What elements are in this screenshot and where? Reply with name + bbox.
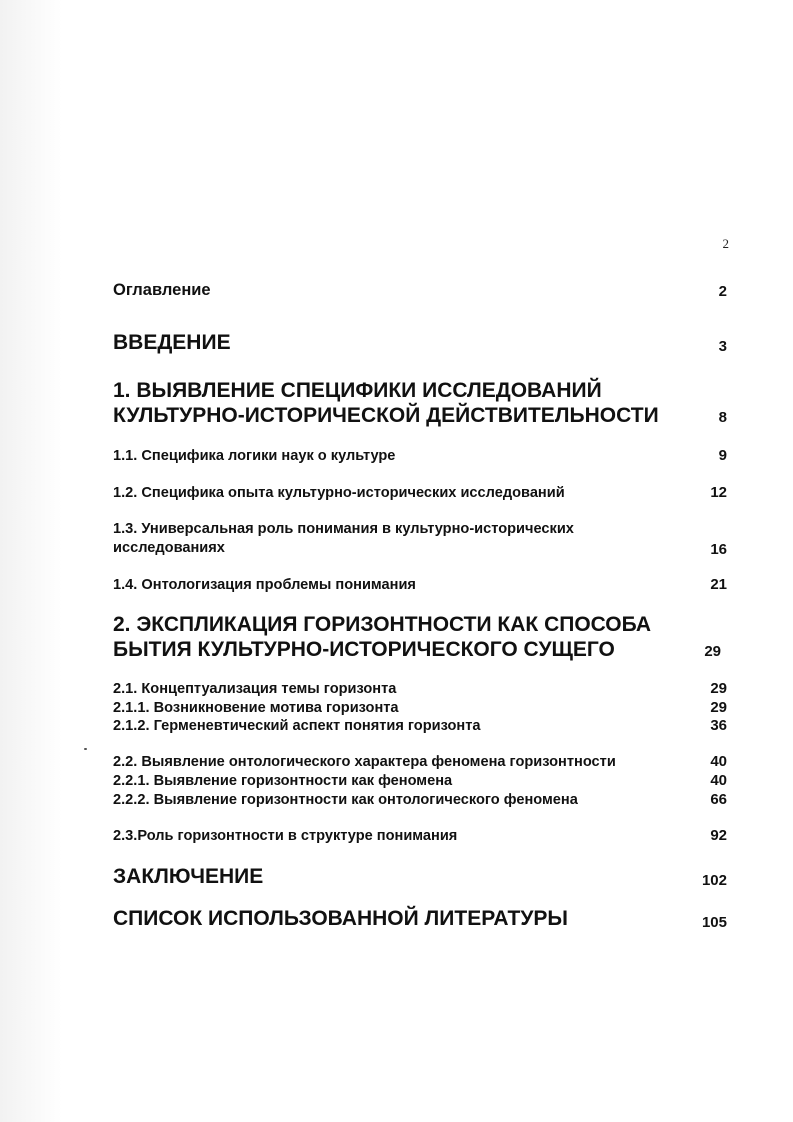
toc-entry-title <box>113 520 643 558</box>
toc-entry-section-2-2-1 <box>113 772 727 789</box>
toc-entry-contents <box>113 281 727 300</box>
toc-entry-title-line: 1. ВЫЯВЛЕНИЕ СПЕЦИФИКИ ИССЛЕДОВАНИЙ <box>113 379 602 402</box>
toc-entry-section-2-1-1 <box>113 699 727 716</box>
toc-entry-title: 2.1.2. Герменевтический аспект понятия горизонта <box>113 718 481 734</box>
toc-entry-section-1-3 <box>113 520 727 558</box>
toc-entry-page: 29 <box>704 643 721 660</box>
toc-entry-title-line: 2. ЭКСПЛИКАЦИЯ ГОРИЗОНТНОСТИ КАК СПОСОБА <box>113 613 652 636</box>
toc-entry-page: 92 <box>710 827 727 844</box>
toc-entry-page: 40 <box>710 772 727 789</box>
toc-entry-chapter-1 <box>113 378 727 428</box>
toc-entry-page: 16 <box>710 541 727 558</box>
toc-entry-title: СПИСОК ИСПОЛЬЗОВАННОЙ ЛИТЕРАТУРЫ <box>113 907 568 930</box>
toc-entry-page: 105 <box>701 914 727 931</box>
toc-entry-page: 9 <box>718 447 727 464</box>
toc-entry-references <box>113 907 727 931</box>
toc-entry-page: 40 <box>710 753 727 770</box>
toc-entry-section-1-2 <box>113 484 727 501</box>
toc-entry-page: 102 <box>701 872 727 889</box>
toc-entry-title-line: исследованиях <box>113 540 225 556</box>
toc-entry-conclusion <box>113 865 727 889</box>
toc-entry-title: 2.3.Роль горизонтности в структуре понимания <box>113 828 458 844</box>
toc-entry-section-2-1 <box>113 680 727 697</box>
toc-entry-page: 12 <box>710 484 727 501</box>
toc-entry-title: 2.2.2. Выявление горизонтности как онтологического феномена <box>113 792 578 808</box>
toc-entry-section-1-4 <box>113 576 727 593</box>
page-number: 2 <box>722 236 729 251</box>
toc-entry-page: 21 <box>710 576 727 593</box>
toc-entry-page: 36 <box>710 717 727 734</box>
toc-entry-title: 2.2.1. Выявление горизонтности как феномена <box>113 773 453 789</box>
toc-entry-title <box>113 378 659 428</box>
toc-entry-title <box>113 612 651 662</box>
toc-entry-page: 3 <box>718 338 727 355</box>
toc-entry-section-1-1 <box>113 447 727 464</box>
toc-entry-title: 1.1. Специфика логики наук о культуре <box>113 448 396 464</box>
toc-entry-title: Оглавление <box>113 281 211 299</box>
toc-entry-title: ЗАКЛЮЧЕНИЕ <box>113 865 264 888</box>
toc-entry-title: 1.2. Специфика опыта культурно-исторических исследований <box>113 485 565 501</box>
toc-entry-title: 1.4. Онтологизация проблемы понимания <box>113 577 416 593</box>
toc-entry-page: 2 <box>718 283 727 300</box>
toc-entry-page: 8 <box>718 409 727 426</box>
toc-entry-title: ВВЕДЕНИЕ <box>113 331 231 354</box>
toc-entry-title: 2.2. Выявление онтологического характера феномена горизонтности <box>113 754 616 770</box>
toc-entry-section-2-1-2 <box>113 717 727 734</box>
toc-entry-section-2-3 <box>113 827 727 844</box>
toc-entry-title-line: БЫТИЯ КУЛЬТУРНО-ИСТОРИЧЕСКОГО СУЩЕГО <box>113 638 615 661</box>
toc-entry-title-line: КУЛЬТУРНО-ИСТОРИЧЕСКОЙ ДЕЙСТВИТЕЛЬНОСТИ <box>113 404 659 427</box>
toc-entry-title-line: 1.3. Универсальная роль понимания в культурно-исторических <box>113 521 574 537</box>
toc-entry-page: 29 <box>710 680 727 697</box>
toc-entry-title: 2.1.1. Возникновение мотива горизонта <box>113 700 399 716</box>
toc-entry-section-2-2 <box>113 753 727 770</box>
toc-entry-title: 2.1. Концептуализация темы горизонта <box>113 681 397 697</box>
scan-speck <box>84 748 87 750</box>
toc-entry-chapter-2 <box>113 612 727 662</box>
toc-entry-section-2-2-2 <box>113 791 727 808</box>
toc-entry-page: 29 <box>710 699 727 716</box>
toc-entry-page: 66 <box>710 791 727 808</box>
toc-entry-intro <box>113 331 727 355</box>
